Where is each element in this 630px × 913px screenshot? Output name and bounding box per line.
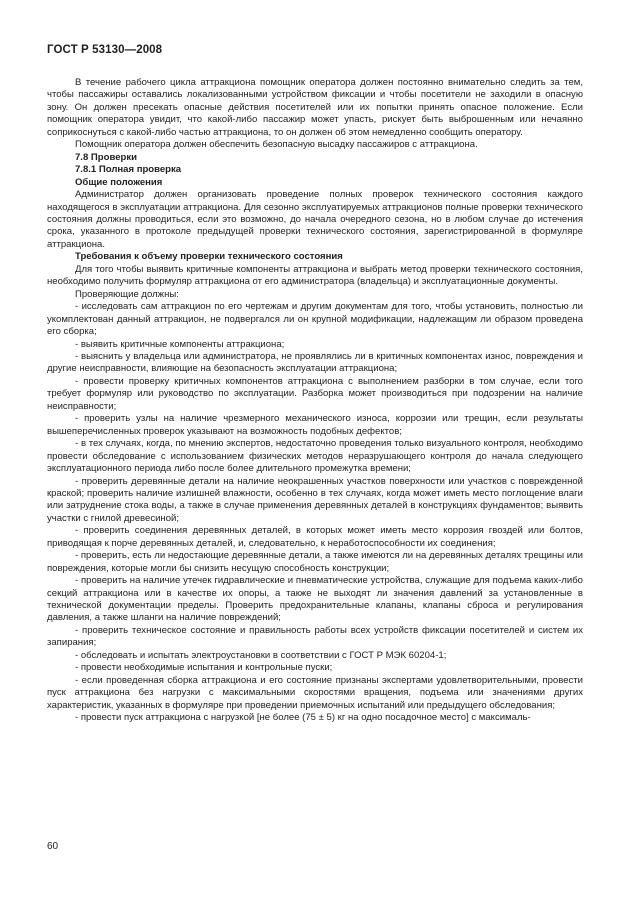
paragraph: - проверить узлы на наличие чрезмерного механического износа, коррозии или трещин, если результаты вышеперечисленных проверок указывают на возможность подобных дефектов; bbox=[47, 413, 583, 437]
paragraph: Администратор должен организовать проведение полных проверок технического состояния каждого находящегося в эксплуатации аттракциона. Для сезонно эксплуатируемых аттракционов полные проверки технического состояния должны проводиться, если это возможно, до начала очередного сезона, но в любом случае до истечения срока, указанного в протоколе предыдущей проверки технического состояния, зарегистрированной в формуляре аттракциона. bbox=[47, 189, 583, 250]
paragraph: Помощник оператора должен обеспечить безопасную высадку пассажиров с аттракциона. bbox=[75, 139, 478, 151]
document-body bbox=[47, 77, 583, 725]
section-heading: Общие положения bbox=[75, 176, 163, 188]
paragraph: - провести пуск аттракциона с нагрузкой [не более (75 ± 5) кг на одно посадочное место] с максималь- bbox=[75, 712, 531, 724]
paragraph: - проверить техническое состояние и правильность работы всех устройств фиксации посетителей и систем их запирания; bbox=[47, 624, 583, 649]
paragraph: - обследовать и испытать электроустановки в соответствии с ГОСТ Р МЭК 60204-1; bbox=[75, 649, 447, 661]
paragraph: - проверить деревянные детали на наличие неокрашенных участков поверхности или участков с поврежденной краской; проверить наличие излишней влажности, особенно в тех случаях, когда может иметь место поглощение влаги или затруднение стока воды, а также в случае применения деревянных деталей в конструкциях фундаментов; выявить участки с гнилой древесиной; bbox=[47, 475, 583, 524]
paragraph: - выявить критичные компоненты аттракциона; bbox=[75, 338, 285, 350]
section-heading: 7.8.1 Полная проверка bbox=[75, 164, 182, 176]
paragraph: - выяснить у владельца или администратора, не проявлялись ли в критичных компонентах износ, повреждения и другие неисправности, влияющие на безопасность эксплуатации аттракциона; bbox=[47, 350, 583, 375]
paragraph: - провести необходимые испытания и контрольные пуски; bbox=[75, 662, 333, 674]
paragraph: - если проведенная сборка аттракциона и его состояние признаны экспертами удовлетворительными, провести пуск аттракциона без нагрузки с максимальными скоростями вращения, подъема или значениями других характеристик, указанных в формуляре при проведении приемочных испытаний или предыдущего обследования; bbox=[47, 674, 583, 711]
section-heading: 7.8 Проверки bbox=[75, 151, 137, 163]
document-header: ГОСТ Р 53130—2008 bbox=[47, 44, 163, 56]
paragraph: - провести проверку критичных компонентов аттракциона с выполнением разборки в том случае, если того требует формуляр или руководство по эксплуатации. Разборка может производиться при подозрении на наличие неисправности; bbox=[47, 375, 583, 412]
paragraph: В течение рабочего цикла аттракциона помощник оператора должен постоянно внимательно следить за тем, чтобы пассажиры оставались локализованными устройством фиксации и чтобы посетители не заходили в опасную зону. Он должен пресекать опасные действия посетителей или их попытки принять опасное положение. Если помощник оператора увидит, что какой-либо пассажир может упасть, рискует быть выброшенным или нечаянно соприкоснуться с какой-либо частью аттракциона, то он должен об этом немедленно сообщить оператору. bbox=[47, 77, 583, 138]
paragraph: - в тех случаях, когда, по мнению экспертов, недостаточно проведения только визуального контроля, необходимо провести обследование с использованием физических методов неразрушающего контроля до начала следующего эксплуатационного периода либо после более длительного промежутка времени; bbox=[47, 438, 583, 475]
paragraph: Проверяющие должны: bbox=[75, 288, 179, 300]
section-heading: Требования к объему проверки технического состояния bbox=[75, 251, 343, 263]
paragraph: - проверить на наличие утечек гидравлические и пневматические устройства, служащие для подъема каких-либо секций аттракциона или в качестве их опоры, а также не выходят ли значения давлений за установленные в технической документации пределы. Проверить предохранительные клапаны, клапаны сброса и регулирования давления, а также шланги на наличие повреждений; bbox=[47, 575, 583, 624]
page-number: 60 bbox=[47, 841, 59, 852]
paragraph: - исследовать сам аттракцион по его чертежам и другим документам для того, чтобы установить, полностью ли укомплектован данный аттракцион, не подвергался ли он крупной модификации, надлежащим ли образом проведена его сборка; bbox=[47, 301, 583, 338]
paragraph: - проверить соединения деревянных деталей, в которых может иметь место коррозия гвоздей или болтов, приводящая к порче деревянных деталей, и, следовательно, к неработоспособности их соединения; bbox=[47, 525, 583, 549]
paragraph: Для того чтобы выявить критичные компоненты аттракциона и выбрать метод проверки технического состояния, необходимо получить формуляр аттракциона от его администратора (владельца) и эксплуатационные документы. bbox=[47, 263, 583, 288]
paragraph: - проверить, есть ли недостающие деревянные детали, а также имеются ли на деревянных деталях трещины или повреждения, которые могли бы снизить несущую способность конструкции; bbox=[47, 550, 583, 574]
